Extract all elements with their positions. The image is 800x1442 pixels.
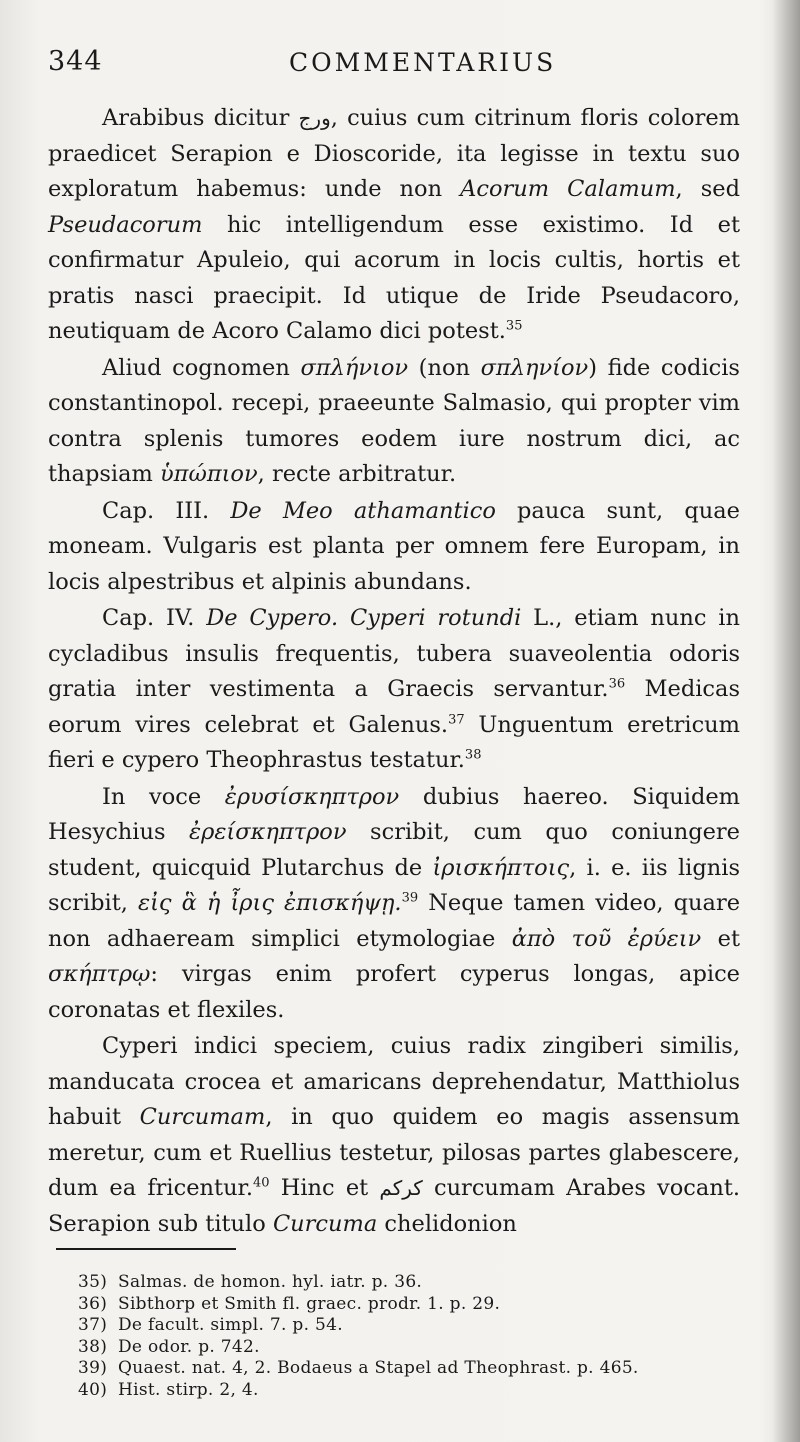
text-run: dubius haereo. Siquidem Hesychius [48,783,740,845]
text-run: Unguentum eretricum fieri e cypero Theophrastus testatur. [48,711,740,773]
paragraph [48,780,740,1029]
footnote [78,1337,758,1359]
footnote [78,1358,758,1380]
it-text: De Cypero. [206,605,339,631]
text-run: Arabibus dicitur [102,105,299,131]
page-number: 344 [48,46,103,77]
footnote-number: 39) [78,1358,108,1378]
footnote-text: Quaest. nat. 4, 2. Bodaeus a Stapel ad Theophrast. p. 465. [118,1358,639,1378]
footnote-text: Salmas. de homon. hyl. iatr. p. 36. [118,1272,423,1292]
footnote-ref: 39 [401,890,419,906]
text-run: Medicas eorum vires celebrat et Galenus. [48,676,740,738]
text-run: hic intelligendum esse existimo. Id et confirmatur Apuleio, qui acorum in locis cultis, hortis et pratis nasci praecipit. Id utique de Iride Pseudacoro, neutiquam de Acoro Calamo dici potest. [48,211,740,344]
running-title: COMMENTARIUS [289,48,557,77]
text-run: chelidonion [377,1210,517,1237]
text-run: , sed [675,176,740,202]
greek-text: ἀπὸ τοῦ ἐρύειν [511,925,702,952]
footnote-number: 37) [78,1315,108,1335]
footnote-ref: 38 [464,747,482,763]
paragraph [48,101,740,350]
footnote-ref: 40 [253,1175,270,1191]
greek-text: ἰρισκήπτοις [432,854,570,881]
footnote-rule [56,1248,236,1250]
footnote-number: 36) [78,1293,108,1314]
footnote-text: De odor. p. 742. [118,1336,260,1357]
text-run: Cap. IV. [102,605,207,631]
greek-text: σκήπτρῳ [48,961,151,987]
it-text: Curcuma [272,1210,378,1237]
text-run: L., etiam nunc in cycladibus insulis frequentis, tubera suaveolentia odoris gratia inter vestimenta a Graecis servantur. [48,605,740,702]
text-run: pauca sunt, quae moneam. Vulgaris est planta per omnem fere Europam, in locis alpestribus et alpinis abundans. [48,497,740,595]
it-text: Cyperi rotundi [349,605,522,631]
text-run: Neque tamen video, quare non adhaeream simplici etymologiae [48,890,741,952]
text-run: , i. e. iis lignis scribit, [48,854,740,916]
footnote-number: 35) [78,1272,108,1292]
text-run: Cap. III. [102,497,231,524]
text-run: Aliud cognomen [102,354,301,381]
greek-text: σπληνίον [480,354,589,381]
footnote-text: Hist. stirp. 2, 4. [118,1379,259,1400]
greek-text: ἐρείσκηπτρον [189,819,347,845]
text-run: : virgas enim profert cyperus longas, apice coronatas et flexiles. [48,961,740,1023]
text-run: et [701,925,741,952]
text-run: Hinc et [269,1175,380,1201]
paragraph [48,494,740,601]
paragraph [48,351,740,493]
footnote-ref: 37 [448,712,465,727]
footnote-ref: 35 [505,318,523,334]
greek-text: εἰς ἃ ἡ ἶρις ἐπισκήψῃ. [138,890,402,916]
text-run: Cyperi indici speciem, cuius radix zingiberi similis, manducata crocea et amaricans deprehendatur, Matthiolus habuit [48,1033,740,1130]
arabic-text: کرکم [379,1176,423,1200]
it-text: De Meo athamantico [230,497,496,524]
greek-text: σπλήνιον [300,354,409,381]
greek-text: ἐρυσίσκηπτρον [224,783,400,810]
footnote [78,1294,758,1316]
text-run: ) fide codicis constantinopol. recepi, praeeunte Salmasio, qui propter vim contra splenis tumores eodem iure nostrum dici, ac thapsiam [48,354,740,487]
page-header [44,46,744,86]
footnote-number: 38) [78,1336,108,1357]
text-run: scribit, cum quo coniungere student, quicquid Plutarchus de [48,819,740,881]
footnote-text: Sibthorp et Smith fl. graec. prodr. 1. p. 29. [118,1293,501,1314]
arabic-text: ورج [298,106,331,130]
text-run: , in quo quidem eo magis assensum meretur, cum et Ruellius testetur, pilosas partes glabescere, dum ea fricentur. [48,1104,740,1201]
it-text: Pseudacorum [48,211,203,238]
footnote [78,1272,758,1294]
text-run: , cuius cum citrinum floris colorem praedicet Serapion e Dioscoride, ita legisse in textu suo exploratum habemus: unde non [48,105,741,202]
it-text: Acorum Calamum [460,176,676,202]
text-run: , recte arbitratur. [257,461,457,487]
footnote-ref: 36 [608,676,626,692]
paragraph [48,1029,740,1242]
it-text: Curcumam [139,1104,266,1130]
text-run: In voce [102,783,225,810]
main-text [48,101,740,1242]
footnote [78,1380,758,1402]
paragraph [48,601,740,779]
footnote [78,1315,758,1337]
footnote-number: 40) [78,1379,108,1400]
text-run: curcumam Arabes vocant. Serapion sub titulo [48,1175,741,1237]
greek-text: ὑπώπιον [160,461,258,487]
text-run [338,605,350,631]
footnotes [78,1272,758,1401]
page-edge-shadow [772,0,800,1442]
footnote-text: De facult. simpl. 7. p. 54. [118,1315,343,1335]
text-run: (non [408,354,481,381]
